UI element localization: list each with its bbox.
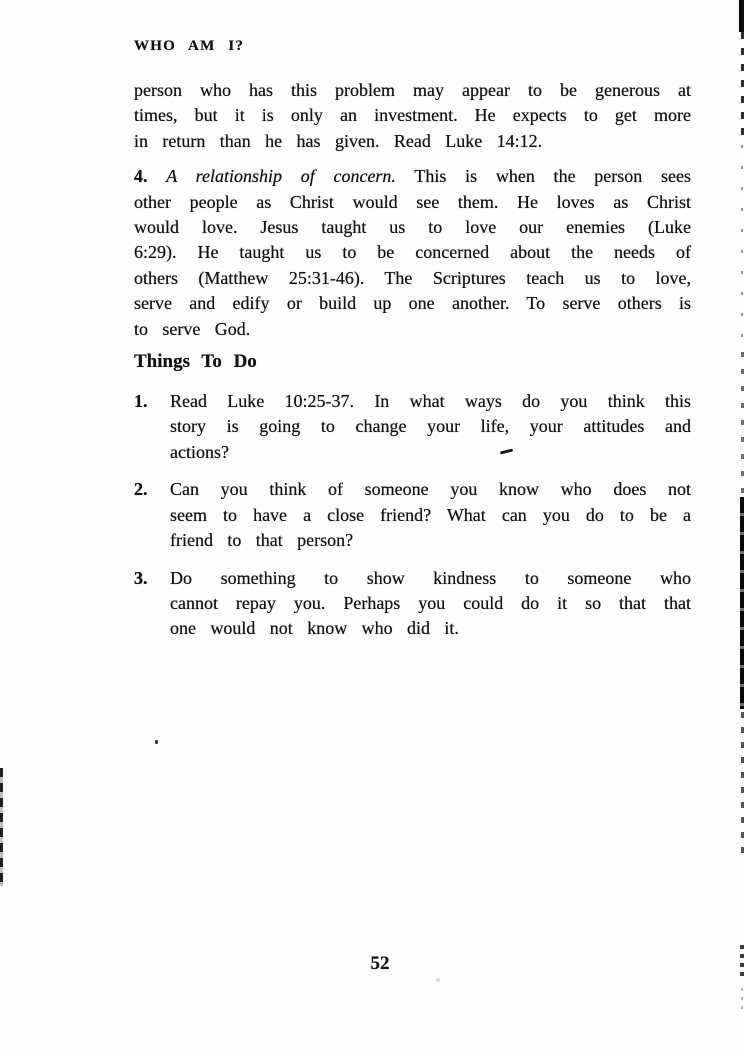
todo-item-line: story is going to change your life, your attitudes and <box>170 416 691 437</box>
todo-item-line: one would not know who did it. <box>170 618 459 639</box>
todo-item-line: Read Luke 10:25-37. In what ways do you think this <box>170 391 691 412</box>
paragraph-line: 6:29). He taught us to be concerned about the needs of <box>134 242 691 263</box>
todo-item-number: 3. <box>134 567 148 588</box>
scan-artifact-right-edge <box>740 497 744 709</box>
todo-item-1 <box>134 389 691 465</box>
paragraph-line: person who has this problem may appear to be generous at <box>134 80 691 100</box>
paragraph-line: others (Matthew 25:31-46). The Scriptures teach us to love, <box>134 267 691 288</box>
scan-artifact-speck <box>155 740 158 744</box>
todo-item-line: cannot repay you. Perhaps you could do it so that that <box>170 592 691 613</box>
point-number: 4. <box>134 166 148 187</box>
scan-artifact-right-edge <box>739 0 744 32</box>
point-4-paragraph <box>134 164 691 342</box>
paragraph-line <box>134 164 691 189</box>
paragraph-line: would love. Jesus taught us to love our enemies (Luke <box>134 217 691 238</box>
text-column <box>134 38 691 642</box>
todo-item-3 <box>134 566 691 642</box>
scan-artifact-speck <box>436 978 440 982</box>
point-first-line-rest: This is when the person sees <box>414 166 692 187</box>
todo-item-line: Can you think of someone you know who does not <box>170 479 691 500</box>
scan-artifact-right-edge <box>741 988 743 1010</box>
paragraph-line: serve and edify or build up one another. To serve others is <box>134 293 691 314</box>
things-to-do-heading: Things To Do <box>134 351 257 373</box>
todo-item-line: Do something to show kindness to someone who <box>170 567 691 588</box>
todo-item-line: friend to that person? <box>170 530 354 551</box>
intro-paragraph <box>134 78 691 154</box>
page-number: 52 <box>370 953 390 974</box>
scan-artifact-left-edge <box>0 768 3 886</box>
todo-item-line: actions? <box>170 441 229 462</box>
point-title-italic: A relationship of concern. <box>166 166 396 187</box>
paragraph-line: in return than he has given. Read Luke 14:12. <box>134 130 543 151</box>
scan-artifact-right-edge <box>741 145 743 350</box>
todo-item-number: 1. <box>134 391 148 412</box>
running-header: WHO AM I? <box>134 38 245 54</box>
todo-item-line: seem to have a close friend? What can you do to be a <box>170 504 691 525</box>
todo-item-number: 2. <box>134 479 148 500</box>
paragraph-line: to serve God. <box>134 318 251 339</box>
paragraph-line: other people as Christ would see them. He loves as Christ <box>134 191 691 212</box>
paragraph-line: times, but it is only an investment. He expects to get more <box>134 105 691 126</box>
todo-item-2 <box>134 477 691 553</box>
